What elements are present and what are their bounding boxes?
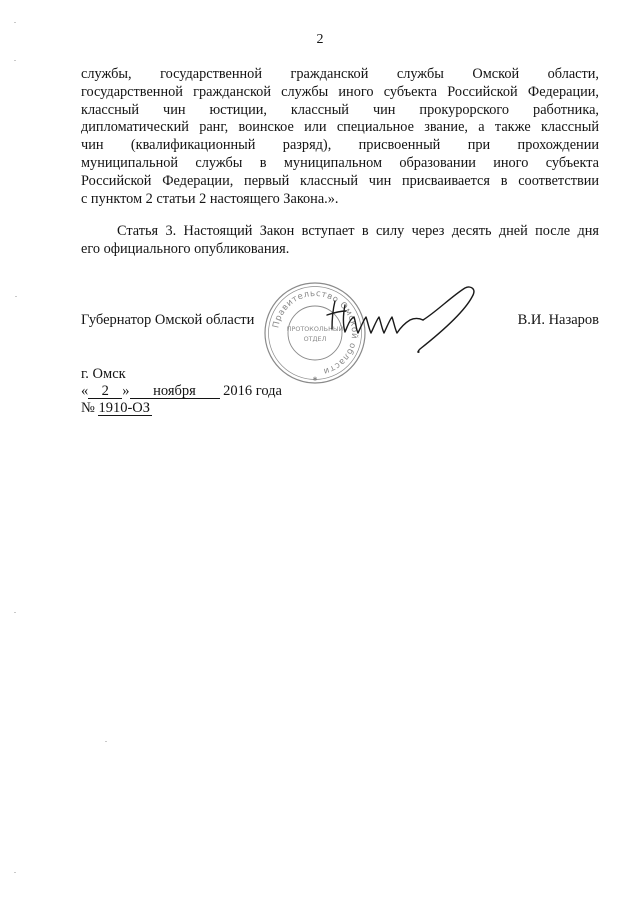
law-text-line: службы, государственной гражданской службы Омской области, (81, 66, 599, 82)
law-text-line: классный чин юстиции, классный чин прокурорского работника, (81, 101, 599, 118)
date-line (81, 383, 282, 400)
city-line: г. Омск (81, 366, 126, 382)
article-3-paragraph (81, 222, 599, 258)
page-number: 2 (316, 32, 324, 47)
signatory-position: Губернатор Омской области (81, 312, 255, 328)
seal-center-text: ОТДЕЛ (303, 335, 327, 343)
law-text-line: с пунктом 2 статьи 2 настоящего Закона.». (81, 190, 339, 207)
date-close-quote: » (122, 383, 130, 399)
scan-speck (14, 612, 16, 613)
seal-ring-text: Правительство Омской области (271, 288, 360, 377)
law-text-line: Российской Федерации, первый классный чин присваивается в соответствии (81, 172, 599, 189)
signatory-name: В.И. Назаров (517, 312, 599, 328)
law-text-line: государственной гражданской службы иного субъекта Российской Федерации, (81, 83, 599, 100)
document-details (81, 366, 282, 417)
date-day: 2 (88, 384, 122, 399)
seal-star-icon: ✱ (312, 376, 318, 383)
law-number-line (81, 400, 282, 417)
law-text-paragraph (81, 66, 599, 208)
law-text-line: дипломатический ранг, воинское или специальное звание, а также классный (81, 119, 599, 136)
law-text-line: муниципальной службы в муниципальном образовании иного субъекта (81, 154, 599, 171)
article-3-line: его официального опубликования. (81, 240, 290, 257)
date-month: ноября (130, 384, 220, 399)
scan-speck (105, 741, 107, 742)
law-number: 1910-ОЗ (98, 400, 151, 416)
number-sign: № (81, 400, 95, 416)
seal-center-text: ПРОТОКОЛЬНЫЙ (286, 325, 344, 333)
handwritten-signature (318, 282, 488, 362)
date-year: 2016 года (223, 383, 282, 399)
scan-speck (15, 296, 17, 297)
scan-speck (14, 60, 16, 61)
law-text-line: чин (квалификационный разряд), присвоенный при прохождении (81, 137, 599, 154)
date-open-quote: « (81, 383, 89, 399)
scan-speck (14, 22, 16, 23)
article-3-line: Статья 3. Настоящий Закон вступает в силу через десять дней после дня (117, 223, 599, 239)
scan-speck (14, 872, 16, 873)
